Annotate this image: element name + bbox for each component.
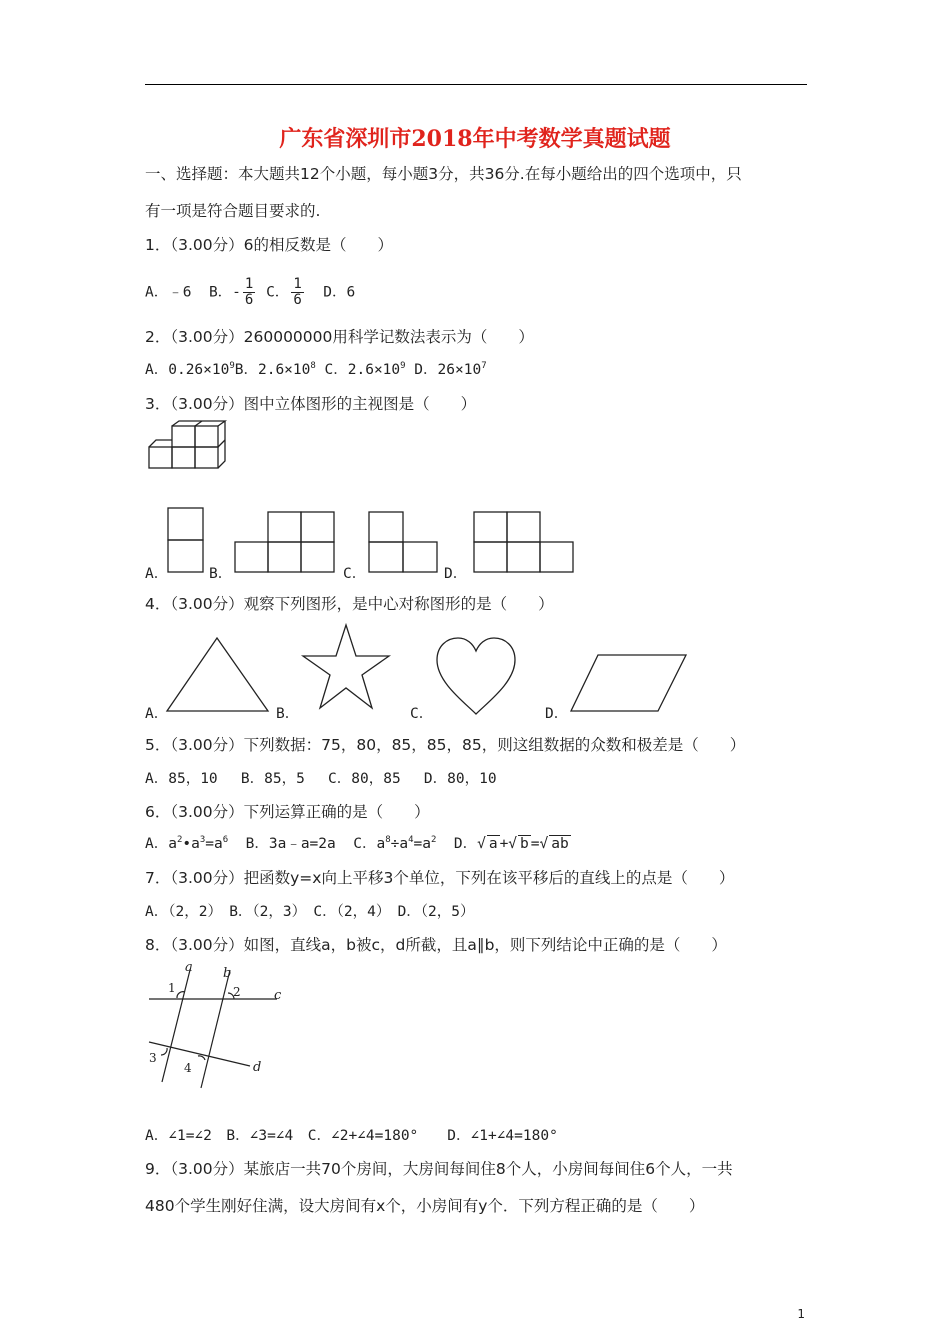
- q1-option-d: D．6: [323, 284, 356, 301]
- q4-label-b: B．: [276, 706, 300, 722]
- section-intro-line-2: 有一项是符合题目要求的.: [145, 202, 321, 220]
- q3-option-a-figure: [166, 506, 206, 574]
- q8-label-c: c: [274, 988, 282, 1003]
- q7-stem: 7．（3.00分）把函数y=x向上平移3个单位，下列在该平移后的直线上的点是（ ）: [145, 869, 735, 887]
- q3-label-a: A．: [145, 566, 169, 582]
- q6-stem: 6．（3.00分）下列运算正确的是（ ）: [145, 803, 430, 821]
- q1-stem: 1．（3.00分）6的相反数是（ ）: [145, 236, 393, 254]
- q8-label-b: b: [223, 966, 232, 981]
- q9-stem-line-1: 9．（3.00分）某旅店一共70个房间，大房间每间住8个人，小房间每间住6个人，一共: [145, 1160, 733, 1178]
- page-title: 广东省深圳市2018年中考数学真题试题: [279, 126, 671, 152]
- q1-fraction-b: $\frac{1}{6}$: [244, 276, 254, 308]
- q3-solid-figure: [145, 420, 235, 472]
- q3-option-d-figure: [472, 510, 576, 574]
- q2-stem: 2．（3.00分）260000000用科学记数法表示为（ ）: [145, 328, 534, 346]
- q8-stem: 8．（3.00分）如图，直线a，b被c，d所截，且a∥b，则下列结论中正确的是（ ）: [145, 936, 727, 954]
- q4-triangle-figure: [164, 634, 270, 714]
- q8-parallel-lines-figure: [145, 960, 295, 1092]
- q9-stem-line-2: 480个学生刚好住满，设大房间有x个，小房间有y个．下列方程正确的是（ ）: [145, 1197, 705, 1215]
- q8-angle-2: 2: [233, 985, 241, 999]
- q4-heart-figure: [434, 636, 518, 716]
- q1-option-b: B．-: [208, 284, 241, 301]
- q2-options: A．$0.26\times 10^9B$．$2.6\times 10^8$ C．$2.6\times 10^9$ D．$26\times 10^7$: [145, 361, 487, 378]
- q4-parallelogram-figure: [568, 652, 690, 714]
- section-intro-line-1: 一、选择题：本大题共12个小题，每小题3分，共36分.在每小题给出的四个选项中，只: [145, 165, 742, 183]
- q4-label-d: D．: [545, 706, 569, 722]
- q3-option-b-figure: [233, 510, 337, 574]
- q4-star-figure: [300, 622, 392, 712]
- q5-options: A．85，10 B．85，5 C．80，85 D．80，10: [145, 771, 497, 787]
- q1-option-c: C．: [266, 284, 290, 301]
- page-number: 1: [797, 1307, 805, 1321]
- q8-angle-1: 1: [168, 981, 176, 995]
- q3-option-c-figure: [367, 510, 439, 574]
- q4-label-c: C．: [410, 706, 434, 722]
- q6-options: A．$a^2•a^3=a^6$ B．3a﹣a=2a C．$a^8\div a^4=a^2$ D．√ a +√ b =√ ab: [145, 835, 569, 852]
- q8-label-a: a: [185, 960, 193, 975]
- q4-stem: 4．（3.00分）观察下列图形，是中心对称图形的是（ ）: [145, 595, 554, 613]
- q8-angle-4: 4: [184, 1061, 192, 1075]
- top-rule: [145, 84, 807, 85]
- q3-label-b: B．: [209, 566, 233, 582]
- q4-label-a: A．: [145, 706, 169, 722]
- q5-stem: 5．（3.00分）下列数据：75，80，85，85，85，则这组数据的众数和极差是（ ）: [145, 736, 746, 754]
- q1-fraction-c: $\frac{1}{6}$: [293, 276, 302, 308]
- q3-stem: 3．（3.00分）图中立体图形的主视图是（ ）: [145, 395, 477, 413]
- q7-options: A．（2，2） B．（2，3） C．（2，4） D．（2，5）: [145, 904, 475, 920]
- q1-options: [145, 277, 355, 308]
- q3-label-c: C．: [343, 566, 367, 582]
- q8-label-d: d: [253, 1060, 262, 1075]
- q8-options: A．∠1=∠2 B．∠3=∠4 C．∠2+∠4=180° D．∠1+∠4=180°: [145, 1128, 558, 1144]
- q1-option-a: A．﹣6: [145, 284, 192, 301]
- q8-angle-3: 3: [149, 1051, 157, 1065]
- q3-label-d: D．: [444, 566, 468, 582]
